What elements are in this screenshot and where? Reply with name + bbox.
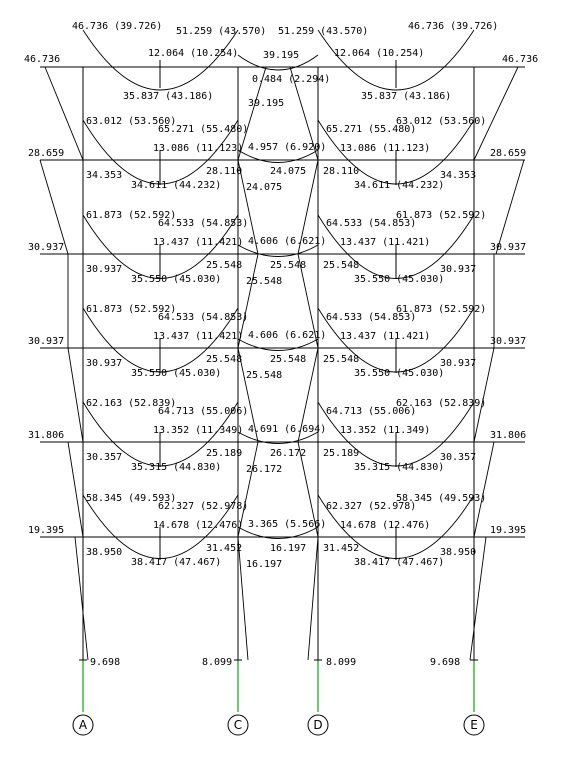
floor-inner-left: 65.271 (55.480): [158, 124, 249, 135]
floor-end-right: 63.012 (53.560): [396, 116, 487, 127]
floor-mid-left: 35.550 (45.030): [131, 368, 222, 379]
floor-end-right: 61.873 (52.592): [396, 210, 487, 221]
floor-col-outer-left: 30.357: [86, 452, 123, 463]
floor-inner-right: 64.533 (54.853): [326, 218, 417, 229]
floor-mid-left: 38.417 (47.467): [131, 557, 222, 568]
floor-center: 4.957 (6.920): [248, 142, 327, 153]
floor-mid-left: 35.315 (44.830): [131, 462, 222, 473]
floor-center-upper: 25.548: [270, 354, 307, 365]
floor-col-outer-left: 34.353: [86, 170, 123, 181]
col-A-diag-5: [68, 442, 83, 537]
floor-center-upper: 25.548: [270, 260, 307, 271]
axis-label-E: E: [470, 718, 478, 732]
floor-side-left: 30.937: [28, 242, 65, 253]
floor-col-inner-left: 28.110: [206, 166, 243, 177]
roof-top-label-D: 51.259 (43.570): [278, 26, 369, 37]
base-moment-E: 9.698: [430, 657, 461, 668]
floor-shear-left: 14.678 (12.476): [153, 520, 244, 531]
floor-center-upper: 24.075: [270, 166, 307, 177]
floor-center: 4.691 (6.694): [248, 424, 327, 435]
floor-center: 4.606 (6.621): [248, 330, 327, 341]
floor-end-left: 63.012 (53.560): [86, 116, 177, 127]
floor-mid-right: 35.550 (45.030): [354, 368, 445, 379]
floor-inner-right: 65.271 (55.480): [326, 124, 417, 135]
floor-col-inner-right: 25.548: [323, 354, 360, 365]
floor-shear-right: 13.086 (11.123): [340, 143, 431, 154]
roof-top-label-A: 46.736 (39.726): [72, 21, 163, 32]
floor-col-outer-right: 34.353: [440, 170, 477, 181]
base-moment-D: 8.099: [326, 657, 357, 668]
floor-end-right: 61.873 (52.592): [396, 304, 487, 315]
roof-left-col-top: 46.736: [24, 54, 61, 65]
floor-side-left: 30.937: [28, 336, 65, 347]
floor-shear-right: 13.352 (11.349): [340, 425, 431, 436]
floor-side-right: 31.806: [490, 430, 527, 441]
col-A-diag-2: [40, 160, 83, 254]
floor-side-right: 30.937: [490, 336, 527, 347]
floor-center: 4.606 (6.621): [248, 236, 327, 247]
roof-center-col: 39.195: [248, 98, 285, 109]
axis-label-D: D: [313, 718, 323, 732]
roof-top-label-C: 51.259 (43.570): [176, 26, 267, 37]
base-supports: [79, 660, 478, 712]
floor-end-left: 61.873 (52.592): [86, 304, 177, 315]
floor-inner-right: 62.327 (52.978): [326, 501, 417, 512]
col-A-diag-4: [68, 348, 83, 442]
floor-labels: [28, 116, 526, 668]
floor-shear-left: 13.437 (11.421): [153, 331, 244, 342]
floor-col-outer-left: 30.937: [86, 264, 123, 275]
floor-end-left: 58.345 (49.593): [86, 493, 177, 504]
floor-mid-right: 34.611 (44.232): [354, 180, 445, 191]
beam-lines: [40, 67, 525, 537]
floor-mid-right: 35.315 (44.830): [354, 462, 445, 473]
floor-col-inner-right: 31.452: [323, 543, 360, 554]
floor-center-lower: 25.548: [246, 276, 283, 287]
floor-side-right: 28.659: [490, 148, 527, 159]
floor-col-outer-left: 30.937: [86, 358, 123, 369]
floor-side-left: 19.395: [28, 525, 65, 536]
floor-side-left: 28.659: [28, 148, 65, 159]
roof-beam-end-right: 12.064 (10.254): [334, 48, 425, 59]
floor-shear-right: 13.437 (11.421): [340, 237, 431, 248]
base-moment-A: 9.698: [90, 657, 121, 668]
floor-col-inner-left: 25.548: [206, 354, 243, 365]
floor-mid-left: 34.611 (44.232): [131, 180, 222, 191]
floor-inner-right: 64.713 (55.006): [326, 406, 417, 417]
col-E-upper-diag: [474, 67, 518, 160]
floor-end-right: 62.163 (52.839): [396, 398, 487, 409]
floor-shear-right: 14.678 (12.476): [340, 520, 431, 531]
floor-inner-left: 62.327 (52.978): [158, 501, 249, 512]
floor-shear-left: 13.352 (11.349): [153, 425, 244, 436]
moment-curves: [83, 30, 477, 559]
floor-end-right: 58.345 (49.593): [396, 493, 487, 504]
roof-center-top: 39.195: [263, 50, 300, 61]
floor-col-inner-left: 31.452: [206, 543, 243, 554]
floor-col-outer-left: 38.950: [86, 547, 123, 558]
floor-shear-right: 13.437 (11.421): [340, 331, 431, 342]
floor-end-left: 62.163 (52.839): [86, 398, 177, 409]
roof-beam-end-left: 12.064 (10.254): [148, 48, 239, 59]
floor-col-outer-right: 30.937: [440, 358, 477, 369]
beam-ticks: [160, 60, 396, 560]
floor-shear-left: 13.437 (11.421): [153, 237, 244, 248]
floor-center-lower: 24.075: [246, 182, 283, 193]
floor-center: 3.365 (5.566): [248, 519, 327, 530]
col-E-diag-5: [474, 442, 494, 537]
floor-shear-left: 13.086 (11.123): [153, 143, 244, 154]
axis-label-A: A: [78, 718, 88, 732]
axis-label-C: C: [233, 718, 243, 732]
floor-center-lower: 16.197: [246, 559, 283, 570]
base-moment-C: 8.099: [202, 657, 233, 668]
col-C-zigzag: [238, 67, 266, 660]
floor-inner-right: 64.533 (54.853): [326, 312, 417, 323]
floor-col-inner-right: 25.548: [323, 260, 360, 271]
col-E-diag-4: [474, 348, 494, 442]
floor-col-inner-right: 28.110: [323, 166, 360, 177]
roof-labels: [24, 21, 538, 109]
roof-mid-span-left: 35.837 (43.186): [123, 91, 214, 102]
floor-mid-right: 38.417 (47.467): [354, 557, 445, 568]
floor-col-outer-right: 30.357: [440, 452, 477, 463]
floor-mid-left: 35.550 (45.030): [131, 274, 222, 285]
floor-side-left: 31.806: [28, 430, 65, 441]
floor-col-inner-left: 25.548: [206, 260, 243, 271]
floor-side-right: 19.395: [490, 525, 527, 536]
col-A-upper-diag: [45, 67, 83, 160]
floor-col-inner-right: 25.189: [323, 448, 360, 459]
floor-col-outer-right: 30.937: [440, 264, 477, 275]
roof-top-label-E: 46.736 (39.726): [408, 21, 499, 32]
floor-center-upper: 16.197: [270, 543, 307, 554]
floor-side-right: 30.937: [490, 242, 527, 253]
roof-center-value: 0.484 (2.294): [252, 74, 331, 85]
floor-col-outer-right: 38.950: [440, 547, 477, 558]
floor-center-lower: 25.548: [246, 370, 283, 381]
floor-inner-left: 64.713 (55.006): [158, 406, 249, 417]
roof-right-col-top: 46.736: [502, 54, 539, 65]
floor-center-upper: 26.172: [270, 448, 307, 459]
floor-center-lower: 26.172: [246, 464, 283, 475]
roof-mid-span-right: 35.837 (43.186): [361, 91, 452, 102]
floor-inner-left: 64.533 (54.853): [158, 218, 249, 229]
floor-end-left: 61.873 (52.592): [86, 210, 177, 221]
floor-col-inner-left: 25.189: [206, 448, 243, 459]
col-E-diag-2: [474, 160, 527, 254]
floor-inner-left: 64.533 (54.853): [158, 312, 249, 323]
floor-mid-right: 35.550 (45.030): [354, 274, 445, 285]
axis-bubbles: [73, 715, 484, 735]
